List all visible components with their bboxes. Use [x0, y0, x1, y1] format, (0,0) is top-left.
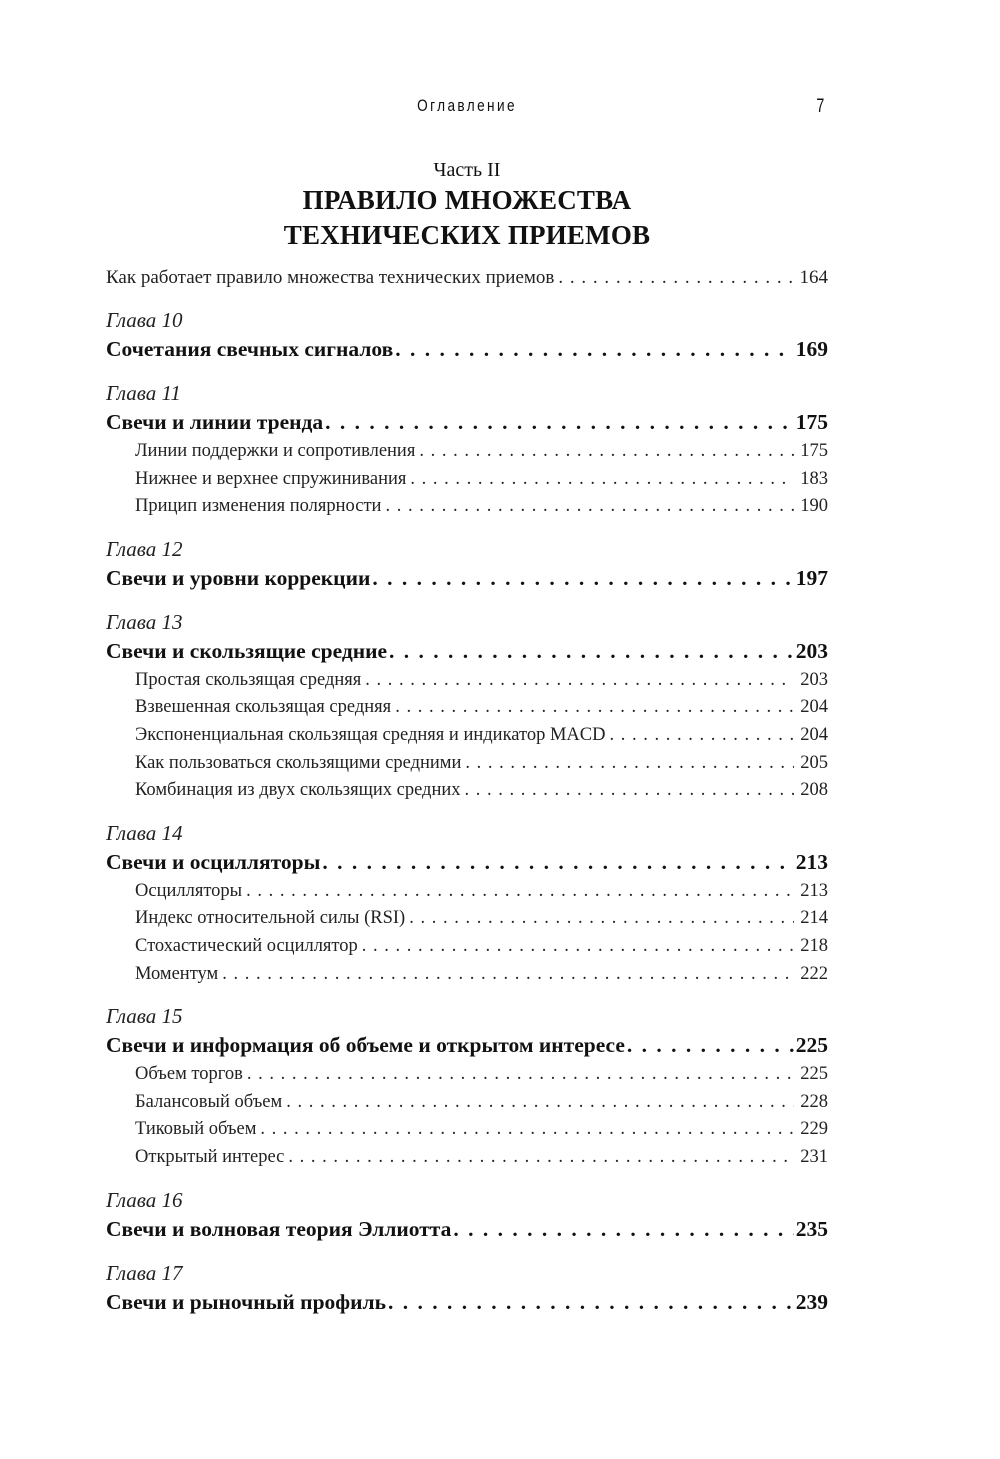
dot-leader: [419, 438, 794, 466]
entry-title: Свечи и волновая теория Эллиотта: [106, 1216, 452, 1241]
entry-title: Линии поддержки и сопротивления: [135, 441, 416, 461]
entry-page: 204: [800, 724, 828, 745]
section-entry[interactable]: [106, 1116, 828, 1144]
chapter-title-entry[interactable]: [106, 1030, 828, 1061]
chapter-title-entry[interactable]: [106, 636, 828, 667]
chapter-label: Глава 12: [106, 536, 183, 561]
chapter-title-entry[interactable]: [106, 563, 828, 594]
chapter-title-entry[interactable]: [106, 1214, 828, 1245]
entry-title: Объем торгов: [135, 1064, 243, 1085]
chapter-label: Глава 17: [106, 1260, 183, 1285]
entry-title: Моментум: [135, 963, 219, 984]
chapter-label: Глава 16: [106, 1187, 183, 1212]
section-entry[interactable]: [106, 1089, 828, 1117]
entry-title: Стохастический осциллятор: [135, 935, 358, 956]
running-header: [106, 96, 828, 122]
chapter-block: [106, 1002, 828, 1171]
entry-page: 214: [800, 908, 828, 929]
entry-title: Свечи и уровни коррекции: [106, 565, 371, 590]
entry-title: Как работает правило множества технических приемов: [106, 267, 555, 288]
entry-title: Нижнее и верхнее спружинивания: [135, 468, 407, 489]
chapter-block: [106, 379, 828, 521]
entry-page: 218: [800, 935, 828, 956]
page-number: 7: [816, 96, 825, 117]
entry-page: 222: [800, 963, 828, 984]
entry-title: Свечи и линии тренда: [106, 410, 324, 434]
entry-page: 231: [800, 1146, 828, 1167]
dot-leader: [465, 750, 794, 778]
entry-page: 208: [800, 780, 828, 801]
dot-leader: [610, 722, 795, 750]
entry-title: Тиковый объем: [135, 1119, 257, 1140]
entry-page: 197: [795, 565, 828, 590]
entry-title: Комбинация из двух скользящих средних: [135, 780, 461, 801]
entry-page: 225: [795, 1033, 828, 1058]
entry-page: 228: [800, 1091, 828, 1112]
entry-page: 203: [795, 638, 828, 663]
entry-title: Свечи и скользящие средние: [106, 638, 388, 663]
entry-page: 169: [795, 337, 828, 361]
entry-page: 239: [795, 1289, 828, 1314]
entry-page: 229: [800, 1119, 828, 1140]
part-title-line-1: ПРАВИЛО МНОЖЕСТВА: [302, 185, 632, 215]
dot-leader: [395, 694, 794, 722]
entry-title: Прицип изменения полярности: [135, 496, 382, 517]
part-label: Часть II: [433, 159, 501, 181]
section-entry[interactable]: [106, 905, 828, 933]
entry-title: Сочетания свечных сигналов: [106, 337, 394, 361]
chapter-title-entry[interactable]: [106, 847, 828, 878]
dot-leader: [222, 961, 794, 989]
section-entry[interactable]: [106, 961, 828, 989]
chapter-title-entry[interactable]: [106, 407, 828, 438]
chapter-title-entry[interactable]: [106, 1287, 828, 1318]
entry-page: 204: [800, 697, 828, 718]
dot-leader: [395, 334, 794, 365]
dot-leader: [627, 1030, 794, 1061]
section-entry[interactable]: [106, 694, 828, 722]
toc-entry-intro[interactable]: [106, 264, 828, 292]
running-header-title: Оглавление: [417, 96, 517, 115]
section-entry[interactable]: [106, 722, 828, 750]
entry-title: Открытый интерес: [135, 1146, 285, 1167]
chapter-label: Глава 10: [106, 308, 183, 332]
entry-page: 213: [800, 880, 828, 901]
section-entry[interactable]: [106, 1061, 828, 1089]
chapter-block: [106, 1259, 828, 1318]
section-entry[interactable]: [106, 438, 828, 466]
chapter-label: Глава 15: [106, 1004, 183, 1029]
chapter-title-entry[interactable]: [106, 334, 828, 365]
entry-title: Свечи и информация об объеме и открытом интересе: [106, 1033, 625, 1058]
dot-leader: [288, 1144, 794, 1172]
entry-page: 225: [800, 1064, 828, 1085]
dot-leader: [247, 1061, 794, 1089]
dot-leader: [388, 1287, 794, 1318]
dot-leader: [409, 905, 794, 933]
entry-page: 235: [795, 1216, 828, 1241]
dot-leader: [453, 1214, 793, 1245]
entry-page: 183: [800, 468, 828, 489]
entry-page: 175: [800, 441, 828, 461]
section-entry[interactable]: [106, 878, 828, 906]
entry-page: 203: [800, 669, 828, 690]
dot-leader: [465, 777, 795, 805]
dot-leader: [286, 1089, 794, 1117]
section-entry[interactable]: [106, 466, 828, 494]
section-entry[interactable]: [106, 493, 828, 521]
chapter-block: [106, 1186, 828, 1245]
dot-leader: [372, 563, 793, 594]
entry-title: Свечи и осцилляторы: [106, 849, 321, 874]
entry-title: Простая скользящая средняя: [135, 669, 362, 690]
dot-leader: [389, 636, 794, 667]
chapter-block: [106, 535, 828, 594]
entry-page: 164: [799, 267, 828, 288]
entry-title: Индекс относительной силы (RSI): [135, 908, 406, 929]
chapter-label: Глава 14: [106, 820, 183, 845]
entry-title: Балансовый объем: [135, 1091, 283, 1112]
dot-leader: [385, 493, 794, 521]
section-entry[interactable]: [106, 1144, 828, 1172]
section-entry[interactable]: [106, 777, 828, 805]
entry-page: 175: [795, 410, 828, 434]
entry-title: Экспоненциальная скользящая средняя и индикатор MACD: [135, 724, 606, 745]
dot-leader: [365, 667, 794, 695]
chapter-label: Глава 13: [106, 609, 183, 634]
dot-leader: [362, 933, 794, 961]
section-entry[interactable]: [106, 933, 828, 961]
entry-page: 190: [800, 496, 828, 517]
entry-page: 213: [795, 849, 828, 874]
table-of-contents: [106, 264, 828, 1318]
part-heading: [106, 157, 828, 253]
entry-title: Свечи и рыночный профиль: [106, 1289, 386, 1314]
section-entry[interactable]: [106, 667, 828, 695]
dot-leader: [260, 1116, 794, 1144]
dot-leader: [322, 847, 793, 878]
chapter-label: Глава 11: [106, 381, 181, 405]
chapter-block: [106, 306, 828, 365]
dot-leader: [410, 466, 794, 494]
dot-leader: [246, 878, 794, 906]
dot-leader: [325, 407, 794, 438]
dot-leader: [558, 264, 793, 292]
entry-title: Взвешенная скользящая средняя: [135, 697, 392, 718]
chapter-block: [106, 819, 828, 988]
entry-title: Как пользоваться скользящими средними: [135, 752, 462, 773]
chapter-block: [106, 608, 828, 805]
entry-title: Осцилляторы: [135, 880, 243, 901]
part-title-line-2: ТЕХНИЧЕСКИХ ПРИЕМОВ: [283, 220, 651, 250]
entry-page: 205: [800, 752, 828, 773]
section-entry[interactable]: [106, 750, 828, 778]
